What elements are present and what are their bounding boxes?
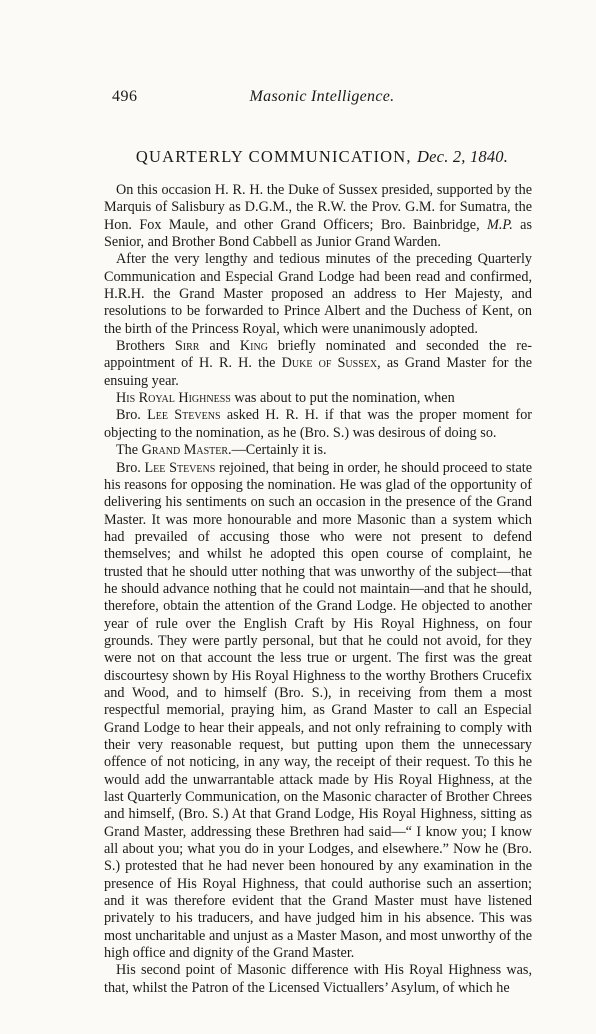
- paragraph: [104, 460, 532, 963]
- text-run: , as Grand Master for the ensuing year.: [104, 355, 533, 389]
- paragraph: [104, 390, 532, 407]
- running-head: [112, 86, 532, 108]
- text-run: rejoined, that being in order, he should proceed to state his reasons for opposing the nomination. He was glad of the opportunity of delivering his sentiments on such an occasion in the presence of the Grand Master. It was more honourable and more Masonic than a system which had prevailed of accusing those who were not present to defend themselves; and whilst he adopted this open course of complaint, he trusted that he should utter nothing that was unworthy of the subject—that he should advance nothing that he could not maintain—and that he should, therefore, obtain the attention of the Grand Lodge. He objected to another year of rule over the English Craft by His Royal Highness, on four grounds. They were partly personal, but that he could not avoid, for they were not on that account the less true or urgent. The first was the great discourtesy shown by His Royal Highness to the worthy Brothers Crucefix and Wood, and to himself (Bro. S.), in receiving from them a most respectful memorial, praying him, as Grand Master to call an Especial Grand Lodge to hear their appeals, and not only refraining to comply with their very reasonable request, but putting upon them the unnecessary offence of not noticing, in any way, the receipt of their request. To this he would add the unwarrantable attack made by His Royal Highness, at the last Quarterly Communication, on the Masonic character of Brother Chrees and himself, (Bro. S.) At that Grand Lodge, His Royal Highness, sitting as Grand Master, addressing these Brethren had said—“ I know you; I know all about you; what you do in your Lodges, and elsewhere.” Now he (Bro. S.) protested that he had never been honoured by any examination in the presence of His Royal Highness, that could authorise such an assertion; and it was therefore evident that the Grand Master must have listened privately to his traducers, and have judged him in his absence. This was most uncharitable and unjust as a Master Mason, and most unworthy of the high office and dignity of the Grand Master.: [104, 459, 533, 962]
- text-run: and: [199, 338, 240, 355]
- text-run: Bro.: [116, 459, 145, 476]
- text-run: Bro.: [116, 407, 148, 424]
- text-run: asked H. R. H. if that was the proper moment for objecting to the nomination, as he (Bro. S.) was desirous of doing so.: [104, 407, 533, 441]
- text-run: On this occasion H. R. H. the Duke of Sussex presided, supported by the Marquis of Salisbury as D.G.M., the R.W. the Prov. G.M. for Sumatra, the Hon. Fox Maule, and other Grand Officers; Bro. Bainbridge,: [104, 182, 532, 233]
- paragraph: [104, 407, 532, 442]
- text-run: After the very lengthy and tedious minutes of the preceding Quarterly Communication and Especial Grand Lodge had been read and confirmed, H.R.H. the Grand Master proposed an address to Her Majesty, and resolutions to be forwarded to Prince Albert and the Duchess of Kent, on the birth of the Princess Royal, which were unanimously adopted.: [104, 251, 532, 337]
- text-run: Brothers: [116, 338, 175, 355]
- small-caps-name: Duke of Sussex: [281, 355, 378, 372]
- paragraph: [104, 251, 532, 338]
- text-run: His second point of Masonic difference with His Royal Highness was, that, whilst the Patron of the Licensed Victuallers’ Asylum, of which he: [104, 962, 532, 996]
- text-run: The: [116, 442, 142, 459]
- text-run: was about to put the nomination, when: [230, 390, 455, 407]
- section-date: Dec. 2, 1840.: [417, 147, 509, 166]
- text-run: .—Certainly it is.: [228, 442, 327, 459]
- text-run: as Senior, and Brother Bond Cabbell as Junior Grand Warden.: [104, 216, 532, 251]
- paragraph: [104, 338, 532, 390]
- section-title: QUARTERLY COMMUNICATION,: [135, 147, 412, 166]
- running-title: Masonic Intelligence.: [249, 88, 395, 105]
- paragraph: [104, 442, 532, 459]
- small-caps-name: Lee Stevens: [147, 407, 221, 424]
- page-number: 496: [112, 88, 138, 105]
- section-heading: [112, 146, 532, 168]
- small-caps-name: His Royal Highness: [116, 390, 231, 407]
- small-caps-name: Sirr: [174, 338, 200, 355]
- article-body: [104, 182, 532, 997]
- small-caps-name: King: [239, 338, 268, 355]
- paragraph: [104, 962, 532, 997]
- text-run: briefly nominated and seconded the re-appointment of H. R. H. the: [104, 338, 532, 372]
- paragraph: [104, 182, 532, 251]
- small-caps-name: Grand Master: [141, 442, 229, 459]
- small-caps-name: Lee Stevens: [144, 459, 216, 476]
- italic-text: M.P.: [487, 216, 513, 233]
